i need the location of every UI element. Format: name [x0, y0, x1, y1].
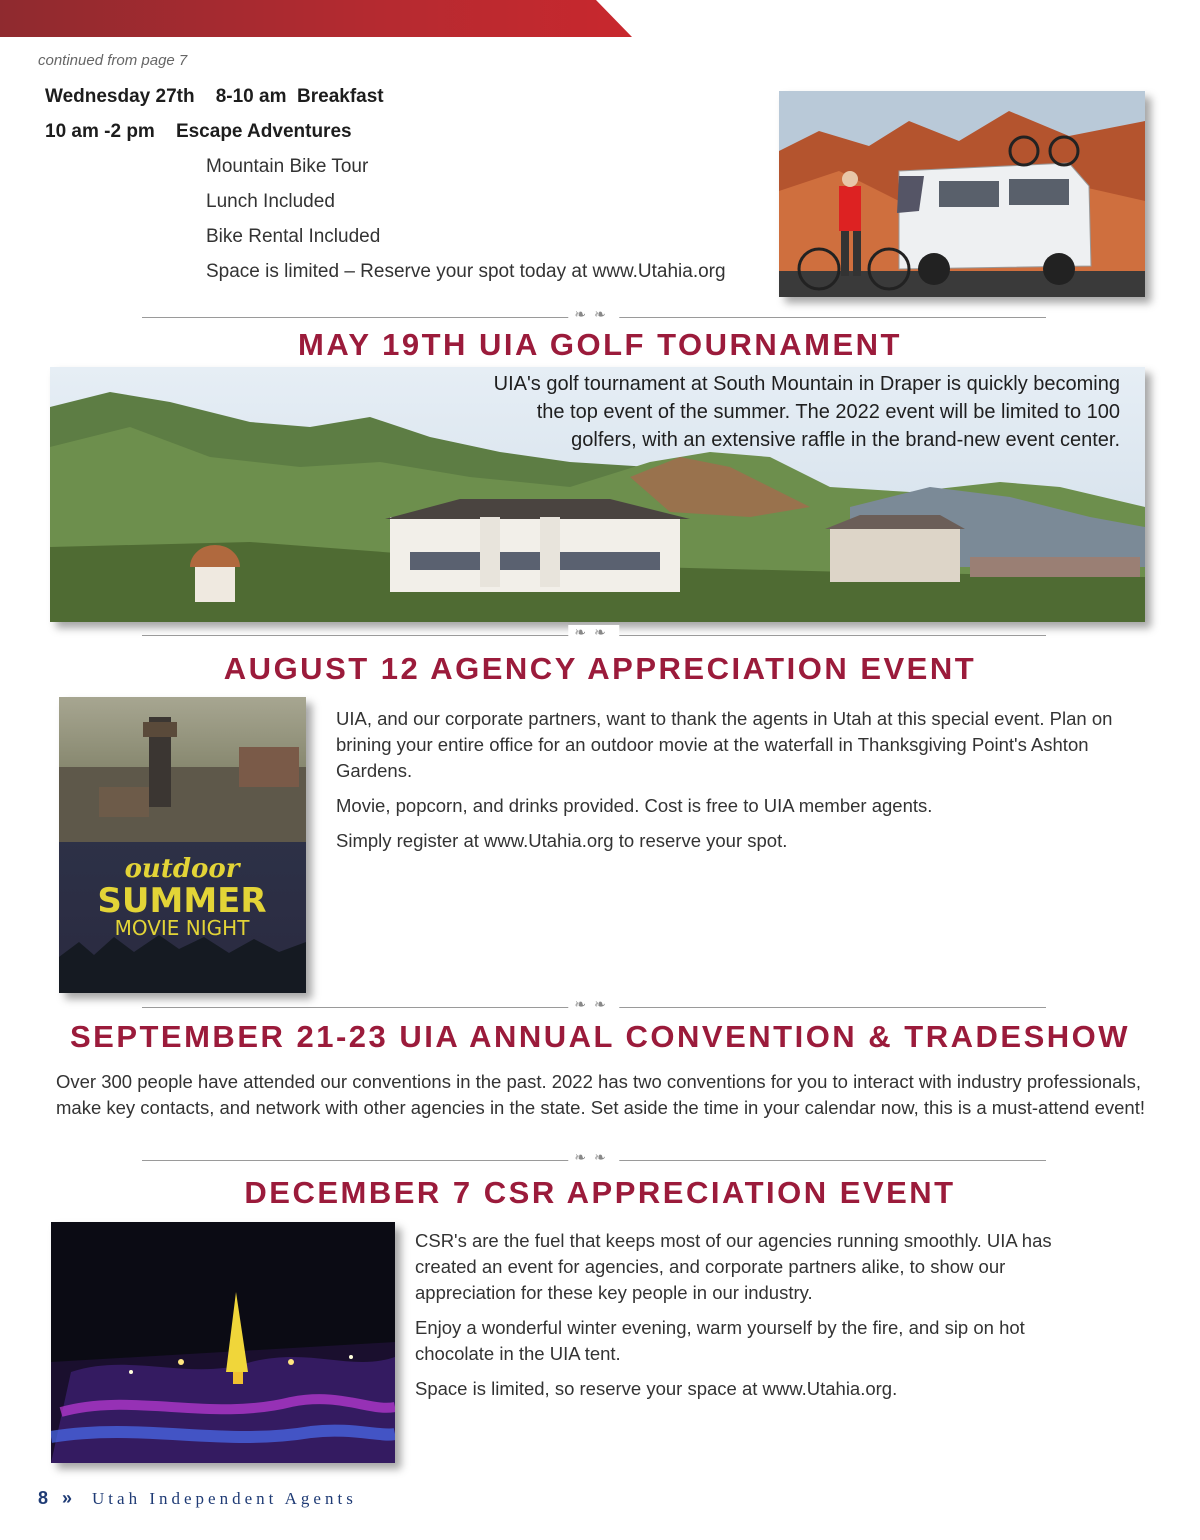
page-number: 8	[38, 1488, 49, 1508]
ornament-icon: ❧❧	[568, 625, 619, 641]
ornament-icon: ❧❧	[568, 997, 619, 1013]
golf-line: the top event of the summer. The 2022 event will be limited to 100	[536, 401, 1120, 423]
footer-org-name: Utah Independent Agents	[92, 1489, 357, 1508]
csr-heading: DECEMBER 7 CSR APPRECIATION EVENT	[244, 1175, 956, 1210]
convention-heading: SEPTEMBER 21-23 UIA ANNUAL CONVENTION & TRADESHOW	[69, 1019, 1131, 1054]
top-accent-bar	[0, 0, 632, 37]
schedule-line-1: Wednesday 27th 8-10 am Breakfast	[45, 86, 384, 107]
schedule-item: Space is limited – Reserve your spot today at www.Utahia.org	[206, 261, 726, 282]
csr-body	[415, 1228, 1055, 1411]
movie-poster-illustration	[59, 697, 306, 993]
schedule-item: Bike Rental Included	[206, 226, 381, 247]
section-divider	[142, 625, 1046, 643]
holiday-lights-photo	[51, 1222, 395, 1463]
agency-paragraph: Movie, popcorn, and drinks provided. Cost is free to UIA member agents.	[336, 795, 933, 816]
holiday-lights-illustration	[51, 1222, 395, 1463]
bike-van-photo	[779, 91, 1145, 297]
ornament-icon: ❧❧	[568, 1150, 619, 1166]
golf-line: UIA's golf tournament at South Mountain in Draper is quickly becoming	[493, 373, 1120, 395]
schedule-item: Mountain Bike Tour	[206, 156, 369, 177]
continued-note: continued from page 7	[38, 52, 188, 69]
movie-night-poster	[59, 697, 306, 993]
csr-paragraph: CSR's are the fuel that keeps most of our agencies running smoothly. UIA has created an event for agencies, and corporate partners alike, to show our appreciation for these key people in our industry.	[415, 1230, 1052, 1303]
agency-paragraph: Simply register at www.Utahia.org to reserve your spot.	[336, 830, 788, 851]
convention-paragraph: Over 300 people have attended our conventions in the past. 2022 has two conventions for you to interact with industry professionals, make key contacts, and network with other agencies in the state. Set aside the time in your calendar now, this is a must-attend event!	[56, 1071, 1145, 1118]
agency-heading: AUGUST 12 AGENCY APPRECIATION EVENT	[223, 651, 977, 686]
bike-van-illustration	[779, 91, 1145, 297]
poster-line-summer: SUMMER	[97, 881, 267, 921]
golf-description	[300, 370, 1120, 454]
csr-paragraph: Enjoy a wonderful winter evening, warm yourself by the fire, and sip on hot chocolate in the UIA tent.	[415, 1317, 1025, 1364]
page-footer	[38, 1488, 357, 1509]
chevron-icon: »	[62, 1488, 73, 1508]
csr-paragraph: Space is limited, so reserve your space at www.Utahia.org.	[415, 1378, 898, 1399]
schedule-item: Lunch Included	[206, 191, 335, 212]
poster-line-outdoor: outdoor	[124, 854, 240, 884]
agency-body	[336, 706, 1126, 863]
golf-line: golfers, with an extensive raffle in the brand-new event center.	[571, 429, 1120, 451]
ornament-icon: ❧❧	[568, 307, 619, 323]
schedule-line-2: 10 am -2 pm Escape Adventures	[45, 121, 352, 142]
golf-heading: MAY 19TH UIA GOLF TOURNAMENT	[298, 327, 902, 362]
section-divider	[142, 997, 1046, 1015]
section-divider	[142, 307, 1046, 325]
section-divider	[142, 1150, 1046, 1168]
poster-line-movie-night: MOVIE NIGHT	[114, 916, 250, 940]
agency-paragraph: UIA, and our corporate partners, want to thank the agents in Utah at this special event. Plan on brining your entire office for an outdoor movie at the waterfall in Thanksgiving Point's Ashton Gardens.	[336, 708, 1113, 781]
